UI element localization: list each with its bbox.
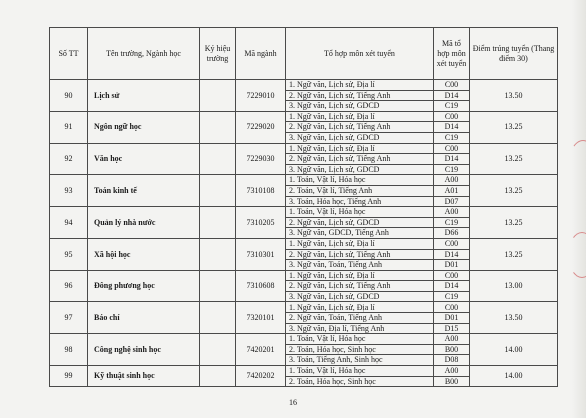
- row-combo: 2. Ngữ văn, Toán, Tiếng Anh: [286, 313, 434, 324]
- row-combo: 1. Ngữ văn, Lịch sử, Địa lí: [286, 143, 434, 154]
- row-major-name: Văn học: [88, 143, 200, 175]
- row-major-code: 7310301: [236, 238, 286, 270]
- table-row: [50, 334, 558, 345]
- table-row: [50, 270, 558, 281]
- row-combo: 3. Ngữ văn, Toán, Tiếng Anh: [286, 260, 434, 271]
- row-combo: 2. Toán, Vật lí, Tiếng Anh: [286, 185, 434, 196]
- row-major-name: Quản lý nhà nước: [88, 207, 200, 239]
- row-combo-code: C00: [434, 302, 470, 313]
- row-combo-code: D07: [434, 196, 470, 207]
- row-combo: 2. Toán, Hóa học, Sinh học: [286, 344, 434, 355]
- table-row: [50, 143, 558, 154]
- row-major-name: Lịch sử: [88, 80, 200, 112]
- header-combo-code: Mã tổ hợp môn xét tuyển: [434, 28, 470, 80]
- row-major-code: 7229010: [236, 80, 286, 112]
- row-major-name: Kỹ thuật sinh học: [88, 366, 200, 387]
- row-combo: 1. Toán, Vật lí, Hóa học: [286, 334, 434, 345]
- row-code-symbol: [200, 80, 236, 112]
- row-stt: 90: [50, 80, 88, 112]
- row-combo-code: A00: [434, 207, 470, 218]
- table-row: [50, 302, 558, 313]
- row-combo: 2. Ngữ văn, Lịch sử, Tiếng Anh: [286, 154, 434, 165]
- row-stt: 93: [50, 175, 88, 207]
- header-school: Tên trường, Ngành học: [88, 28, 200, 80]
- row-major-code: 7229020: [236, 111, 286, 143]
- table-row: [50, 366, 558, 377]
- row-combo: 2. Toán, Hóa học, Sinh học: [286, 376, 434, 387]
- row-score: 13.25: [470, 207, 558, 239]
- row-code-symbol: [200, 238, 236, 270]
- table-row: [50, 111, 558, 122]
- header-stt: Số TT: [50, 28, 88, 80]
- row-combo-code: A01: [434, 185, 470, 196]
- row-major-code: 7229030: [236, 143, 286, 175]
- row-score: 13.00: [470, 270, 558, 302]
- row-combo: 3. Ngữ văn, Lịch sử, GDCD: [286, 101, 434, 112]
- row-code-symbol: [200, 302, 236, 334]
- row-major-name: Toán kinh tế: [88, 175, 200, 207]
- row-stt: 94: [50, 207, 88, 239]
- table-row: [50, 207, 558, 218]
- row-combo-code: C19: [434, 101, 470, 112]
- row-major-code: 7320101: [236, 302, 286, 334]
- row-score: 13.25: [470, 111, 558, 143]
- page-edge-shadow: [572, 0, 586, 418]
- row-combo: 1. Ngữ văn, Lịch sử, Địa lí: [286, 111, 434, 122]
- stamp-mark-top: [568, 140, 586, 192]
- row-code-symbol: [200, 175, 236, 207]
- row-combo-code: D14: [434, 90, 470, 101]
- row-combo-code: B00: [434, 376, 470, 387]
- header-code-symbol: Ký hiệu trường: [200, 28, 236, 80]
- row-combo: 2. Ngữ văn, Lịch sử, Tiếng Anh: [286, 281, 434, 292]
- row-combo-code: D14: [434, 249, 470, 260]
- row-combo: 2. Ngữ văn, Lịch sử, GDCD: [286, 217, 434, 228]
- row-stt: 95: [50, 238, 88, 270]
- row-combo-code: D15: [434, 323, 470, 334]
- row-code-symbol: [200, 270, 236, 302]
- row-combo: 1. Toán, Vật lí, Hóa học: [286, 207, 434, 218]
- row-combo: 1. Ngữ văn, Lịch sử, Địa lí: [286, 80, 434, 91]
- row-major-name: Công nghệ sinh học: [88, 334, 200, 366]
- row-score: 13.50: [470, 302, 558, 334]
- row-code-symbol: [200, 334, 236, 366]
- row-score: 14.00: [470, 334, 558, 366]
- table-header-row: [50, 28, 558, 80]
- row-score: 13.50: [470, 80, 558, 112]
- row-major-name: Xã hội học: [88, 238, 200, 270]
- row-stt: 97: [50, 302, 88, 334]
- row-combo-code: A00: [434, 366, 470, 377]
- row-combo: 2. Ngữ văn, Lịch sử, Tiếng Anh: [286, 122, 434, 133]
- row-stt: 96: [50, 270, 88, 302]
- row-combo-code: D14: [434, 154, 470, 165]
- row-combo: 2. Ngữ văn, Lịch sử, Tiếng Anh: [286, 249, 434, 260]
- row-combo-code: C19: [434, 132, 470, 143]
- header-major-code: Mã ngành: [236, 28, 286, 80]
- row-code-symbol: [200, 143, 236, 175]
- row-combo: 3. Ngữ văn, Lịch sử, GDCD: [286, 291, 434, 302]
- row-combo: 3. Toán, Hóa học, Tiếng Anh: [286, 196, 434, 207]
- header-combo: Tổ hợp môn xét tuyển: [286, 28, 434, 80]
- row-combo-code: D08: [434, 355, 470, 366]
- row-combo: 1. Toán, Vật lí, Hóa học: [286, 175, 434, 186]
- table-row: [50, 80, 558, 91]
- row-combo: 3. Ngữ văn, Địa lí, Tiếng Anh: [286, 323, 434, 334]
- row-combo-code: C19: [434, 217, 470, 228]
- row-combo-code: C00: [434, 143, 470, 154]
- row-combo: 1. Ngữ văn, Lịch sử, Địa lí: [286, 270, 434, 281]
- row-stt: 91: [50, 111, 88, 143]
- row-combo-code: D14: [434, 122, 470, 133]
- row-combo: 3. Toán, Tiếng Anh, Sinh học: [286, 355, 434, 366]
- row-code-symbol: [200, 111, 236, 143]
- admission-scores-table: [49, 27, 558, 387]
- row-combo-code: D66: [434, 228, 470, 239]
- row-major-code: 7420202: [236, 366, 286, 387]
- row-major-code: 7310108: [236, 175, 286, 207]
- table-body: [50, 80, 558, 387]
- row-code-symbol: [200, 207, 236, 239]
- row-combo: 3. Ngữ văn, Lịch sử, GDCD: [286, 132, 434, 143]
- row-combo: 1. Ngữ văn, Lịch sử, Địa lí: [286, 238, 434, 249]
- row-combo: 1. Toán, Vật lí, Hóa học: [286, 366, 434, 377]
- row-stt: 98: [50, 334, 88, 366]
- row-combo-code: C19: [434, 164, 470, 175]
- table-row: [50, 175, 558, 186]
- table-row: [50, 238, 558, 249]
- row-score: 13.25: [470, 143, 558, 175]
- row-major-name: Đông phương học: [88, 270, 200, 302]
- row-major-code: 7420201: [236, 334, 286, 366]
- row-combo-code: C19: [434, 291, 470, 302]
- row-combo: 3. Ngữ văn, GDCD, Tiếng Anh: [286, 228, 434, 239]
- header-score: Điểm trúng tuyển (Thang điểm 30): [470, 28, 558, 80]
- row-combo: 1. Ngữ văn, Lịch sử, Địa lí: [286, 302, 434, 313]
- row-major-name: Ngôn ngữ học: [88, 111, 200, 143]
- row-combo-code: B00: [434, 344, 470, 355]
- row-combo-code: C00: [434, 111, 470, 122]
- stamp-mark-bottom: [568, 232, 586, 278]
- row-combo-code: D01: [434, 260, 470, 271]
- row-stt: 99: [50, 366, 88, 387]
- row-combo-code: A00: [434, 175, 470, 186]
- row-combo-code: D01: [434, 313, 470, 324]
- row-combo-code: C00: [434, 270, 470, 281]
- row-combo: 3. Ngữ văn, Lịch sử, GDCD: [286, 164, 434, 175]
- page-number: 16: [289, 398, 297, 407]
- row-stt: 92: [50, 143, 88, 175]
- row-score: 14.00: [470, 366, 558, 387]
- row-combo-code: C00: [434, 80, 470, 91]
- row-code-symbol: [200, 366, 236, 387]
- row-score: 13.25: [470, 238, 558, 270]
- row-score: 13.25: [470, 175, 558, 207]
- row-major-code: 7310608: [236, 270, 286, 302]
- row-combo: 2. Ngữ văn, Lịch sử, Tiếng Anh: [286, 90, 434, 101]
- row-combo-code: D14: [434, 281, 470, 292]
- row-major-code: 7310205: [236, 207, 286, 239]
- row-combo-code: C00: [434, 238, 470, 249]
- row-major-name: Báo chí: [88, 302, 200, 334]
- row-combo-code: A00: [434, 334, 470, 345]
